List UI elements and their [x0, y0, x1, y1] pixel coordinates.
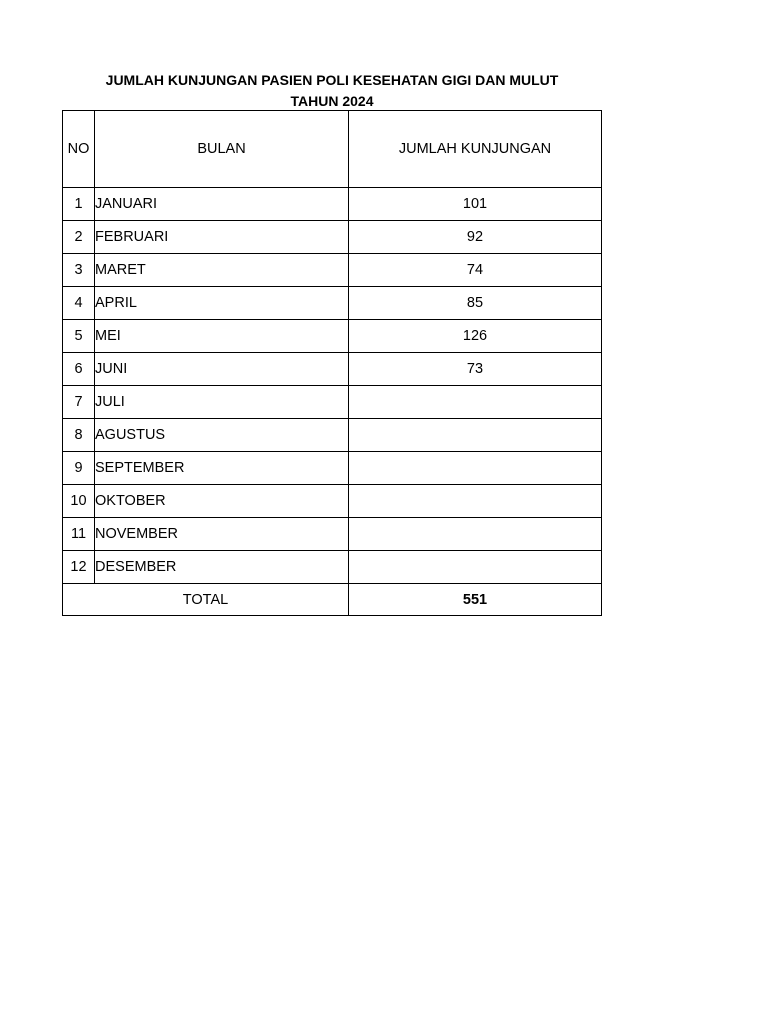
table-row: [63, 254, 602, 287]
table-row: [63, 188, 602, 221]
row-visits-cell: [349, 485, 602, 518]
row-visits-cell: 92: [349, 221, 602, 254]
row-month-cell: APRIL: [95, 287, 349, 320]
row-month-cell: JULI: [95, 386, 349, 419]
row-no-cell: 12: [63, 551, 95, 584]
table-row: [63, 518, 602, 551]
row-no-cell: 2: [63, 221, 95, 254]
total-label: TOTAL: [63, 584, 349, 616]
document-title: [62, 70, 602, 112]
row-month-cell: AGUSTUS: [95, 419, 349, 452]
row-no-cell: 11: [63, 518, 95, 551]
title-line-2: TAHUN 2024: [290, 93, 374, 109]
header-jumlah: JUMLAH KUNJUNGAN: [349, 111, 602, 188]
row-visits-cell: [349, 551, 602, 584]
row-no-cell: 10: [63, 485, 95, 518]
row-month-cell: DESEMBER: [95, 551, 349, 584]
table-row: [63, 386, 602, 419]
table-row: [63, 320, 602, 353]
row-visits-cell: [349, 518, 602, 551]
row-month-cell: NOVEMBER: [95, 518, 349, 551]
header-bulan: BULAN: [95, 111, 349, 188]
row-visits-cell: [349, 386, 602, 419]
row-no-cell: 6: [63, 353, 95, 386]
row-visits-cell: 126: [349, 320, 602, 353]
table-row: [63, 485, 602, 518]
table-row: [63, 452, 602, 485]
row-month-cell: SEPTEMBER: [95, 452, 349, 485]
table-row: [63, 551, 602, 584]
title-line-1: JUMLAH KUNJUNGAN PASIEN POLI KESEHATAN GIGI DAN MULUT: [105, 72, 559, 88]
header-no: NO: [63, 111, 95, 188]
row-no-cell: 3: [63, 254, 95, 287]
row-month-cell: JANUARI: [95, 188, 349, 221]
row-visits-cell: 73: [349, 353, 602, 386]
row-visits-cell: [349, 452, 602, 485]
table-row: [63, 353, 602, 386]
row-no-cell: 1: [63, 188, 95, 221]
table-header-row: [63, 111, 602, 188]
row-visits-cell: 85: [349, 287, 602, 320]
row-no-cell: 4: [63, 287, 95, 320]
total-value: 551: [349, 584, 602, 616]
table-row: [63, 287, 602, 320]
table-row: [63, 221, 602, 254]
total-row: [63, 584, 602, 616]
row-visits-cell: 74: [349, 254, 602, 287]
visits-table: [62, 110, 602, 616]
row-month-cell: FEBRUARI: [95, 221, 349, 254]
row-no-cell: 7: [63, 386, 95, 419]
row-no-cell: 8: [63, 419, 95, 452]
row-month-cell: OKTOBER: [95, 485, 349, 518]
row-visits-cell: 101: [349, 188, 602, 221]
row-month-cell: MARET: [95, 254, 349, 287]
row-visits-cell: [349, 419, 602, 452]
row-no-cell: 5: [63, 320, 95, 353]
row-month-cell: MEI: [95, 320, 349, 353]
table-row: [63, 419, 602, 452]
row-no-cell: 9: [63, 452, 95, 485]
row-month-cell: JUNI: [95, 353, 349, 386]
